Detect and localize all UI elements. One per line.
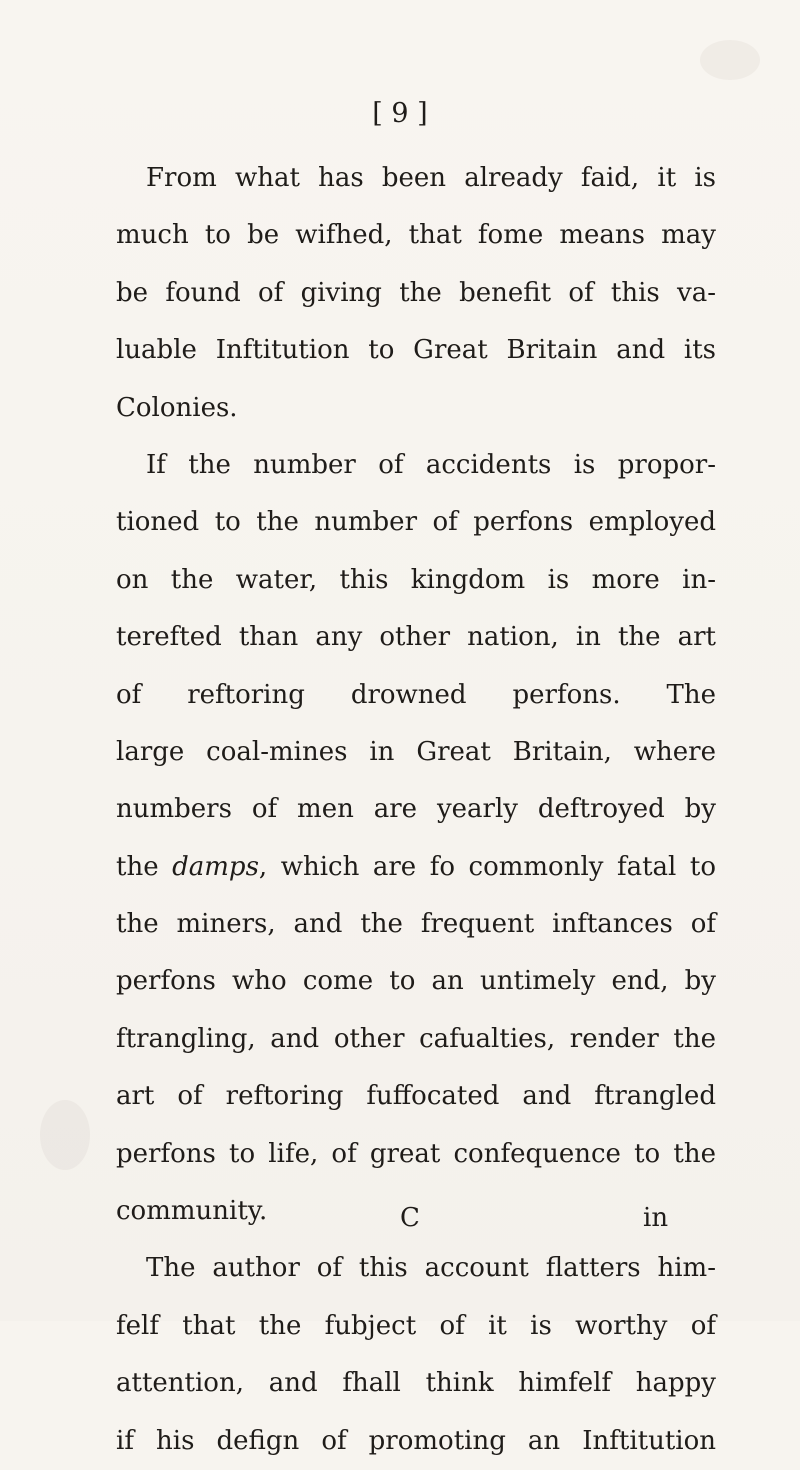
catchword: in bbox=[643, 1203, 669, 1233]
text-line: be found of giving the benefit of this va- bbox=[116, 277, 716, 308]
page-number: [ 9 ] bbox=[372, 98, 428, 129]
catchline bbox=[0, 1203, 800, 1243]
body-text bbox=[116, 150, 716, 1470]
text-line: Colonies. bbox=[116, 392, 238, 423]
signature-mark: C bbox=[400, 1203, 420, 1233]
text-line: large coal-mines in Great Britain, where bbox=[116, 736, 716, 767]
text-line: The author of this account flatters him- bbox=[146, 1253, 716, 1284]
text-line: on the water, this kingdom is more in- bbox=[116, 564, 716, 595]
text-line: If the number of accidents is propor- bbox=[146, 449, 716, 480]
text-line-with-italic bbox=[116, 839, 716, 896]
text-line: of reftoring drowned perfons. The bbox=[116, 679, 716, 710]
text-line: perfons to life, of great confequence to the bbox=[116, 1138, 716, 1169]
page-stain bbox=[700, 40, 760, 80]
text-line: From what has been already faid, it is bbox=[146, 163, 716, 193]
text-line: perfons who come to an untimely end, by bbox=[116, 966, 716, 997]
text-line: felf that the fubject of it is worthy of bbox=[116, 1310, 716, 1341]
text-line: terefted than any other nation, in the art bbox=[116, 622, 716, 653]
text-line: if his defign of promoting an Inftitution bbox=[116, 1425, 716, 1456]
italic-word: damps bbox=[172, 851, 259, 882]
page-stain bbox=[40, 1100, 90, 1170]
text-line: attention, and fhall think himfelf happy bbox=[116, 1368, 716, 1399]
text-line: community. bbox=[116, 1196, 268, 1227]
text-line: much to be wifhed, that fome means may bbox=[116, 220, 716, 251]
text-line: art of reftoring fuffocated and ftrangled bbox=[116, 1081, 716, 1112]
text-line: luable Inftitution to Great Britain and its bbox=[116, 335, 716, 366]
text-line: tioned to the number of perfons employed bbox=[116, 507, 716, 538]
text-line: the miners, and the frequent inftances of bbox=[116, 909, 716, 940]
text-segment: the bbox=[116, 851, 173, 882]
text-line: ftrangling, and other cafualties, render the bbox=[116, 1023, 716, 1054]
text-line: numbers of men are yearly deftroyed by bbox=[116, 794, 716, 825]
text-segment: , which are fo commonly fatal to bbox=[258, 851, 716, 882]
